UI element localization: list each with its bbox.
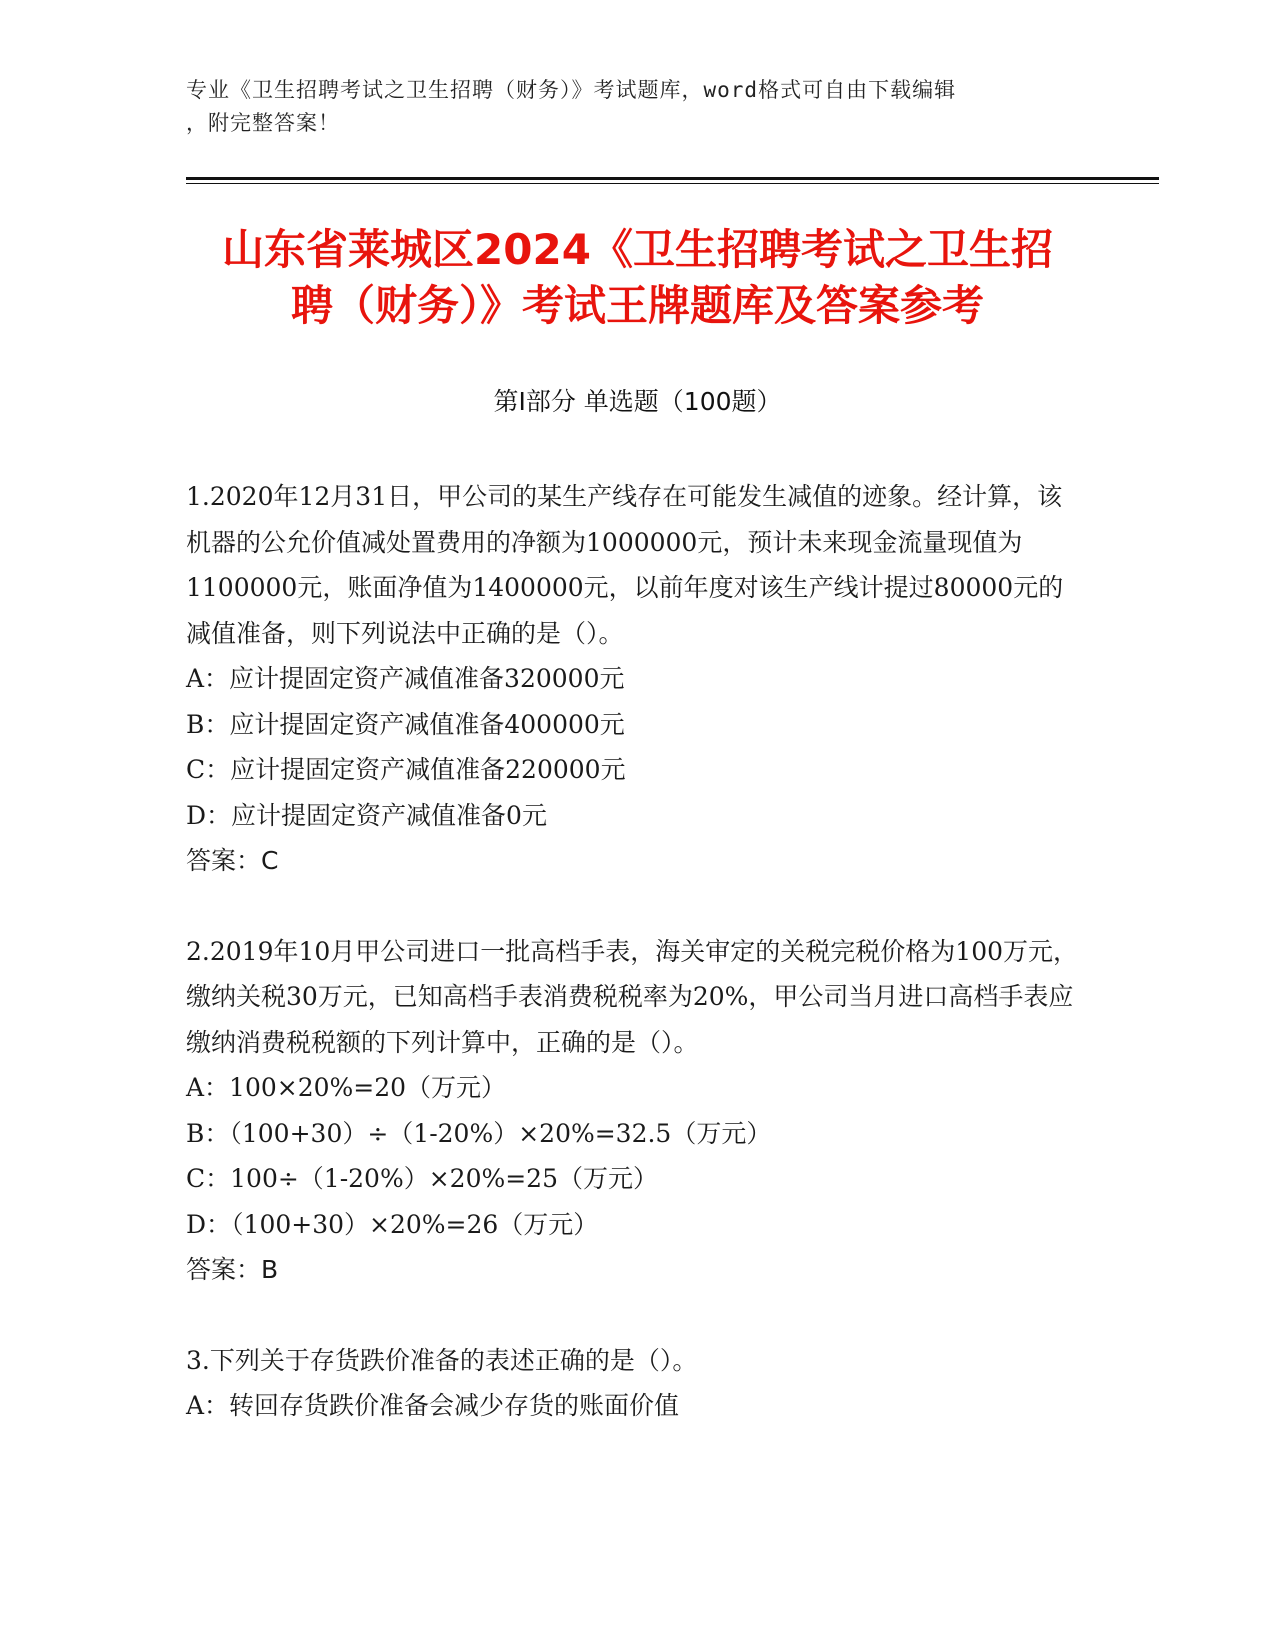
option-d: D：应计提固定资产减值准备0元 bbox=[186, 800, 547, 830]
answer-key: 答案：B bbox=[186, 1255, 279, 1284]
option-a: A：应计提固定资产减值准备320000元 bbox=[186, 664, 625, 693]
option-b: B：（100+30）÷（1-20%）×20%=32.5（万元） bbox=[186, 1118, 772, 1148]
question-stem: 3.下列关于存货跌价准备的表述正确的是（）。 bbox=[186, 1345, 698, 1375]
document-title-line-2: 聘（财务）》考试王牌题库及答案参考 bbox=[290, 281, 984, 330]
question-3 bbox=[186, 1338, 1086, 1429]
question-1 bbox=[186, 474, 1086, 884]
question-list bbox=[186, 474, 1086, 1429]
question-stem: 2.2019年10月甲公司进口一批高档手表，海关审定的关税完税价格为100万元，缴纳关税30万元，已知高档手表消费税税率为20%，甲公司当月进口高档手表应缴纳消费税税额的下列计算中，正确的是（）。 bbox=[186, 936, 1079, 1057]
header-note bbox=[186, 74, 1086, 140]
option-a: A：100×20%=20（万元） bbox=[186, 1073, 507, 1102]
option-a: A：转回存货跌价准备会减少存货的账面价值 bbox=[186, 1391, 680, 1420]
option-c: C：应计提固定资产减值准备220000元 bbox=[186, 755, 626, 784]
option-d: D：（100+30）×20%=26（万元） bbox=[186, 1209, 599, 1239]
option-c: C：100÷（1-20%）×20%=25（万元） bbox=[186, 1164, 658, 1193]
answer-key: 答案：C bbox=[186, 846, 279, 875]
header-divider-thin bbox=[186, 183, 1159, 184]
question-stem: 1.2020年12月31日，甲公司的某生产线存在可能发生减值的迹象。经计算，该机器的公允价值减处置费用的净额为1000000元，预计未来现金流量现值为1100000元，账面净值为1400000元，以前年度对该生产线计提过80000元的减值准备，则下列说法中正确的是（）。 bbox=[186, 482, 1064, 648]
header-note-line-2: ，附完整答案！ bbox=[186, 111, 340, 135]
document-title-line-1: 山东省莱城区2024《卫生招聘考试之卫生招 bbox=[222, 225, 1053, 274]
section-heading: 第Ⅰ部分 单选题（100题） bbox=[493, 387, 782, 416]
question-2 bbox=[186, 929, 1086, 1293]
document-title bbox=[150, 222, 1125, 334]
header-note-line-1: 专业《卫生招聘考试之卫生招聘（财务）》考试题库，word格式可自由下载编辑 bbox=[186, 78, 957, 102]
header-divider-thick bbox=[186, 177, 1159, 180]
option-b: B：应计提固定资产减值准备400000元 bbox=[186, 709, 625, 739]
